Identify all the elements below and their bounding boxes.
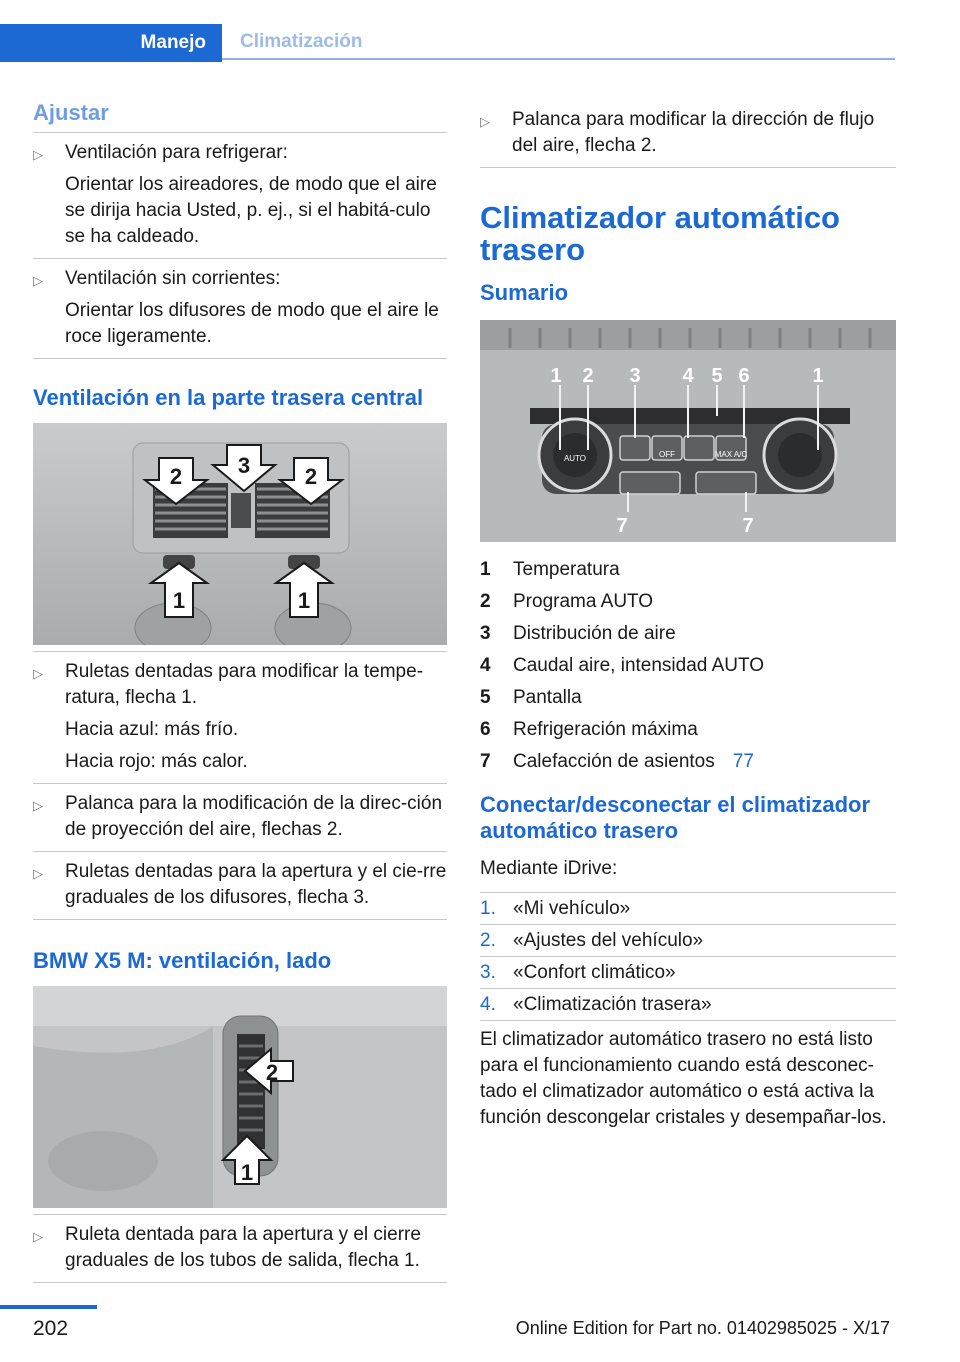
ajustar-list (33, 132, 447, 359)
callout-label: 5 (711, 365, 723, 387)
legend-number: 5 (480, 687, 491, 708)
step-item (480, 925, 896, 957)
x5m-heading: BMW X5 M: ventilación, lado (33, 948, 332, 973)
step-text: «Mi vehículo» (513, 897, 631, 919)
callout-label: 2 (169, 464, 183, 489)
item-title: Ventilación para refrigerar: (65, 142, 288, 163)
item-text: Hacia azul: más frío. (65, 719, 239, 740)
legend-number: 1 (480, 559, 491, 580)
item-title: Ventilación sin corrientes: (65, 268, 281, 289)
rear-vent-list (33, 651, 447, 920)
x5m-vent-image (33, 986, 447, 1208)
rear-vent-illustration (33, 423, 447, 645)
page-reference-link[interactable]: 77 (732, 751, 754, 772)
legend-number: 6 (480, 719, 491, 740)
step-text: «Climatización trasera» (513, 993, 712, 1015)
legend-text: Refrigeración máxima (513, 719, 698, 740)
list-item (480, 100, 896, 168)
legend-text: Caudal aire, intensidad AUTO (513, 655, 765, 676)
list-item (33, 259, 447, 359)
page-number: 202 (33, 1317, 69, 1340)
step-item (480, 957, 896, 989)
triangle-right-icon: ▷ (480, 114, 490, 129)
triangle-right-icon: ▷ (33, 798, 43, 813)
control-panel-image (480, 320, 896, 542)
callout-label: 3 (237, 453, 251, 478)
control-panel-illustration (480, 320, 896, 542)
closing-paragraph: El climatizador automático trasero no está listo para el funcionamiento cuando está desconec‐tado el climatizador automático o está activa la función descongelar cristales y desempañar‐los. (480, 1029, 887, 1128)
step-number: 3. (480, 961, 496, 983)
legend-row (480, 618, 896, 650)
legend-row (480, 682, 896, 714)
triangle-right-icon: ▷ (33, 666, 43, 681)
legend-number: 2 (480, 591, 491, 612)
step-number: 4. (480, 993, 496, 1015)
ajustar-heading: Ajustar (33, 100, 109, 125)
triangle-right-icon: ▷ (33, 273, 43, 288)
main-heading: Climatizador automático trasero (480, 200, 840, 267)
x5m-list (33, 1214, 447, 1283)
legend-row (480, 746, 896, 778)
idrive-intro: Mediante iDrive: (480, 858, 618, 879)
item-title: Palanca para la modificación de la direc‐ción de proyección del aire, flechas 2. (65, 793, 443, 840)
list-item (33, 133, 447, 259)
step-item (480, 893, 896, 925)
continued-list (480, 100, 896, 168)
triangle-right-icon: ▷ (33, 147, 43, 162)
callout-label: 2 (582, 365, 594, 387)
sumario-heading: Sumario (480, 280, 569, 305)
legend-list (480, 554, 896, 778)
callout-label: 2 (304, 464, 318, 489)
item-text: Hacia rojo: más calor. (65, 751, 248, 772)
legend-row (480, 714, 896, 746)
callout-label: 1 (172, 588, 186, 613)
callout-label: 1 (240, 1160, 254, 1185)
rear-vent-heading: Ventilación en la parte trasera central (33, 385, 424, 410)
item-title: Ruletas dentadas para la apertura y el cie‐rre graduales de los difusores, flecha 3. (65, 861, 447, 908)
legend-text: Temperatura (513, 559, 620, 580)
connect-heading: Conectar/desconectar el climatizador automático trasero (480, 792, 871, 843)
item-title: Palanca para modificar la dirección de flujo del aire, flecha 2. (512, 109, 875, 156)
list-item (33, 1215, 447, 1283)
section-tab[interactable]: Climatización (222, 24, 895, 60)
legend-number: 4 (480, 655, 491, 676)
step-number: 2. (480, 929, 496, 951)
triangle-right-icon: ▷ (33, 1229, 43, 1244)
item-text: Orientar los difusores de modo que el aire le roce ligeramente. (65, 300, 439, 347)
callout-label: 2 (265, 1060, 279, 1085)
item-text: Orientar los aireadores, de modo que el aire se dirija hacia Usted, p. ej., si el habitá‐culo se ha caldeado. (65, 174, 437, 247)
callout-label: 1 (550, 365, 562, 387)
legend-text: Distribución de aire (513, 623, 676, 644)
callout-label: 6 (738, 365, 750, 387)
legend-row (480, 650, 896, 682)
footer-accent-line (0, 1305, 97, 1309)
left-column (33, 100, 447, 1283)
step-text: «Ajustes del vehículo» (513, 929, 704, 951)
callout-label: 4 (682, 365, 694, 387)
legend-text: Calefacción de asientos (513, 751, 715, 772)
item-title: Ruleta dentada para la apertura y el cierre graduales de los tubos de salida, flecha 1. (65, 1224, 421, 1271)
edition-note: Online Edition for Part no. 01402985025 - X/17 (515, 1318, 890, 1338)
legend-text: Programa AUTO (513, 591, 654, 612)
list-item (33, 784, 447, 852)
idrive-steps (480, 892, 896, 1021)
callout-label: 1 (297, 588, 311, 613)
callout-label: 7 (616, 515, 628, 537)
callout-label: 1 (812, 365, 824, 387)
x5m-vent-illustration (33, 986, 447, 1208)
step-item (480, 989, 896, 1021)
chapter-header (0, 24, 895, 62)
max-button-label: MAX A/C (714, 450, 748, 459)
rear-vent-image (33, 423, 447, 645)
list-item (33, 852, 447, 920)
item-title: Ruletas dentadas para modificar la tempe‐ratura, flecha 1. (65, 661, 424, 708)
step-number: 1. (480, 897, 496, 919)
legend-row (480, 554, 896, 586)
legend-row (480, 586, 896, 618)
legend-number: 3 (480, 623, 491, 644)
step-text: «Confort climático» (513, 961, 676, 983)
chapter-tab[interactable]: Manejo (0, 24, 222, 62)
callout-label: 3 (629, 365, 641, 387)
legend-text: Pantalla (513, 687, 582, 708)
legend-number: 7 (480, 751, 491, 772)
triangle-right-icon: ▷ (33, 866, 43, 881)
auto-button-label: AUTO (563, 454, 587, 463)
right-column (480, 100, 896, 1131)
off-button-label: OFF (659, 450, 675, 459)
list-item (33, 652, 447, 784)
callout-label: 7 (742, 515, 754, 537)
